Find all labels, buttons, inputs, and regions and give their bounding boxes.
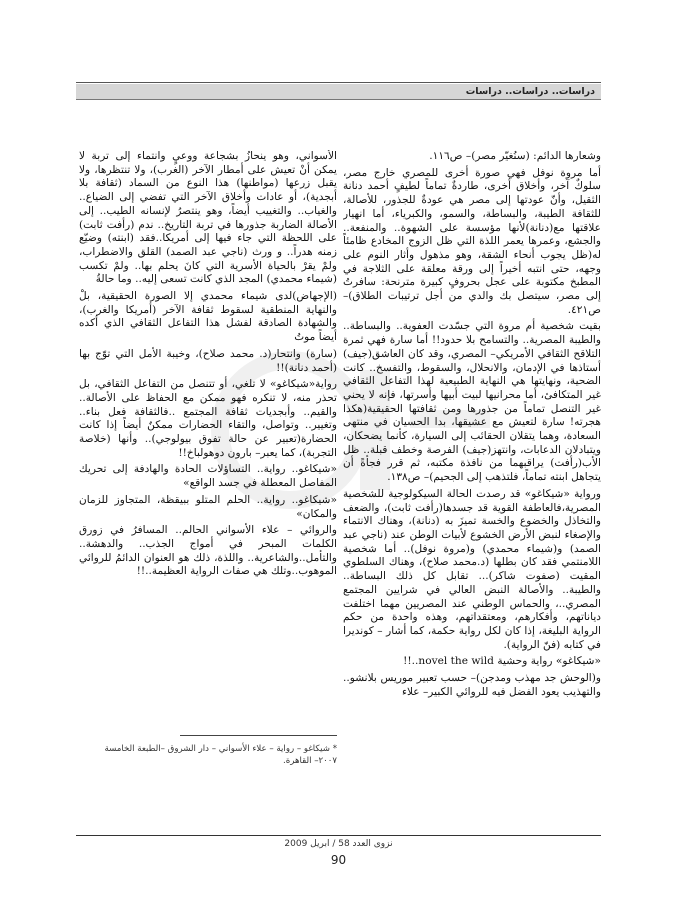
paragraph: بقيت شخصية أم مروة التي جسّدت العفوية.. والبساطة.. والطيبة المصرية.. والتسامح بلا حدود!! أما سارة فهي ثمرة التلاقح الثقافي الأمريكي– المصري، وقد كان العاشق(جيف) أستاذها في الإدمان، والانحلال، والسقوط، والتفسخ.. كانت الضحية، ونهايتها هي النهاية الطبيعية لهذا التفاعل الثقافي غير المتكافئ، أما محرانيها لبيت أبيها وأسرتها، فإنه لا يحني غير التنصل تماماً من جذورها ومن ثقافتها الحقيقية(هكذا هجرته! سارة لتعيش مع عشيقها، بدا الحسيان في منتهى السعادة، وهما يتقلان الحقائب إلى السيارة، كأنما يضحكان، ويتبادلان الدعابات، وانتهز(جيف) الفرصة وخطف قبلة.. ظل الأب(رأفت) يراقبهما من نافذة مكتبه، ثم قرر فجأةً أن يتجاهل ابنته تماماً، فلتذهب إلى الجحيم)– ص١٣٨. — [343, 320, 601, 484]
section-label: دراسات.. دراسات.. دراسات — [465, 86, 595, 97]
section-header-bar — [76, 84, 601, 100]
article-column-right — [343, 150, 601, 834]
paragraph: رواية«شيكاغو» لا تلغي، أو تتنصل من التفاعل الثقافي، بل تحذر منه، لا تنكره فهو ممكن مع الحفاظ على الأصالة.. والقيم.. وأبجديات ثقافة المجتمع ..فالثقافة فعل بناء.. وتغيير.. وتواصل، والتقاء الحضارات ممكنٌ أيضاً إذا كانت الحضارة(تعبير عن حالة تفوق بيولوجي).. وأنها (خلاصة التجربة)، كما يعبر– بارون دوهولباخ!! — [79, 378, 337, 459]
paragraph: (سارة) وانتحار(د. محمد صلاح)، وخيبة الأمل التي توّج بها (أحمد دنانة)!! — [79, 347, 337, 374]
paragraph: ورواية «شيكاغو» قد رصدت الحالة السيكولوجية للشخصية المصرية،فالعاطفة القوية قد جسدها(رأفت ثابت)، والضعف والتخاذل والخضوع والخسة تميزَ به (دنانة)، وهناك الانتماء والإصغاء لنبض الأرض الخشوع لأبيات الوطن عند (ناجي عبد الصمد) و(شيماء محمدي) و(مروة نوفل).. أما شخصية اللامنتمي فقد كان بطلها (د.محمد صلاح)، وهناك السلطوي المقيت (صفوت شاكر)... تقابل كل ذلك البساطة.. والطيبة.. والأصالة النبض العالي في شرايين المجتمع المصري..، والحماس الوطني عند المصريين مهما اختلفت دياناتهم، وأفكارهم، ومعتقداتهم، وهذه واحدة من حكم الرواية البليغة، إذا كان لكل رواية حكمة، كما أشار – كونديرا في كتابه (فنّ الرواية). — [343, 487, 601, 651]
paragraph: «شيكاغو.. رواية.. الحلم المتلو ببيقظة، المتجاوز للزمان والمكان» — [79, 493, 337, 520]
paragraph: وشعارها الدائم: (سنُغيّر مصر)– ص١١٦. — [429, 150, 601, 162]
footer-rule — [76, 835, 601, 836]
article-column-left — [79, 150, 337, 730]
header-rule — [76, 82, 601, 83]
paragraph: و(الوحش جد مهذب ومدجن)– حسب تعبير موريس بلانشو.. والتهذيب يعود الفضل فيه للروائي الكبير– علاء — [343, 672, 601, 698]
paragraph: (الإجهاض)لدى شيماء محمدي إلا الصورة الحقيقية، بلْ والنهاية المنطقية لسقوط ثقافة الآخر (أمريكا والغرب)، والشهادة الصادقة لفشل هذا التفاعل الثقافي الذي أكده أيضاً موتُ — [79, 290, 337, 344]
paragraph: الأسواني، وهو ينحازُ بشجاعة ووعيٍ وانتماء إلى تربة لا يمكن أنْ تعيش على أمطار الآخر (الغرب)، ولا تنتظرها، ولا يقبل زرعها (مواطنها) هذا النوع من السماد (ثقافة بلا أبجدية)، أو عادات وأخلاق الآخر التي تفضي إلى الضياع.. والغياب.. والتغييب أيضاً، وهو ينتصرُ لإنسانه الطيب.. إلى الأصالة الضاربة جذورها في تربة التاريخ.. ندم (رأفت ثابت) على اللحظة التي جاء فيها إلى أمريكا..فقد (ابنته) وضيّع زمنه هدراً.. و ورث (ناجي عبد الصمد) القلق والاضطراب، ولمْ يقرْ بالحياة الأسرية التي كانَ يحلم بها.. ولمْ تكسب (شيماء محمدي) المجد الذي كانت تسعى إليه.. وما حالةُ — [79, 150, 337, 286]
paragraph: أما مروة نوفل فهي صورة أخرى للمصري خارج مصر، سلوكٌ آخر، وأخلاق أخرى، طاردةٌ تماماً لطيفٍ أحمد دنانة الثقيل، وأنّ عودتها إلى مصر هي عودةٌ للجذور، للأصالة، للثقافة الطيبة، والبساطة، والسمو، والكبرياء، أما انهيار علاقتها مع(دنانة)لأنها مؤسسة على الشهوة.. والمنفعة.. والجشع، وعمرها يعمر اللذة التي ظل الزوج المخادع ظامئاً له(ظل يجوب أنحاء الشقة، وهو مذهول وأثار النوم على وجهه، حتى انتبه أخيراً إلى ورقة معلقة على الثلاجة في المطبخ مكتوبة على عجل بحروفٍ كبيرة مترنحة: سافرتُ إلى مصر، سيتصل بك والدي من أجل ترتيبات الطلاق)– ص٤٢١. — [343, 166, 601, 316]
footnote-rule — [180, 735, 337, 736]
footnote: * شيكاغو – رواية – علاء الأسواني – دار الشروق –الطبعة الخامسة ٢٠٠٧– القاهرة. — [104, 744, 337, 766]
page-number: 90 — [330, 853, 347, 867]
issue-info: نزوى العدد 58 / ابريل 2009 — [284, 839, 393, 849]
paragraph: «شيكاغو» رواية وحشية novel the wild..!! — [403, 655, 601, 668]
paragraph: والروائي – علاء الأسواني الحالم.. المسافرُ في زورق الكلمات المبحر في أمواج الجذب.. والدهشة.. والتأمل..والشاعرية.. واللذة، ذلك هو العنوان الدائمُ للروائي الموهوب..وتلك هي صفات الرواية العظيمة..!! — [79, 524, 337, 578]
paragraph: «شيكاغو.. رواية.. التساؤلات الحادة والهادفة إلى تحريك المفاصل المعطلة في جسد الواقع» — [79, 463, 337, 490]
